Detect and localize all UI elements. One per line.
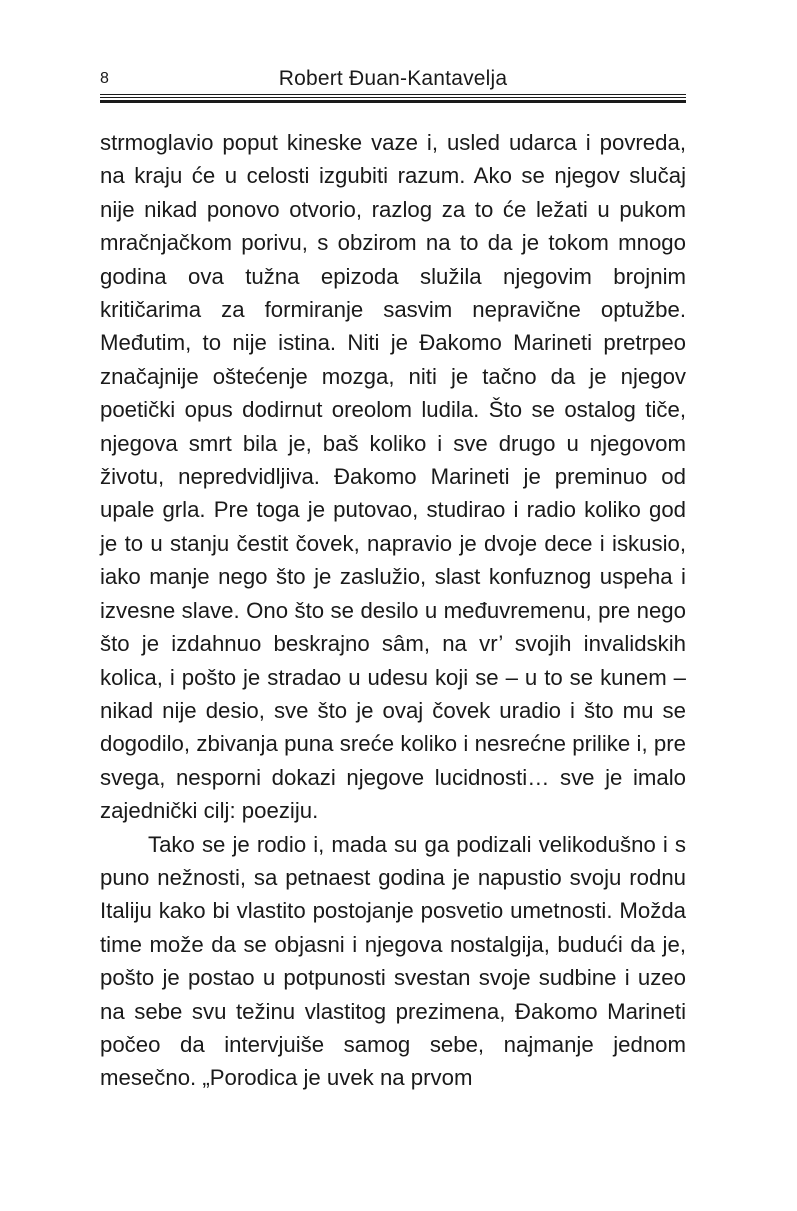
paragraph-indented: Tako se je rodio i, mada su ga podizali velikodušno i s puno nežnosti, sa petnaest godina je napustio svoju rodnu Italiju kako bi vlastito postojanje posvetio umetnosti. Možda time može da se objasni i njegova nostalgija, budući da je, pošto je postao u potpunosti svestan svoje sudbine i uzeo na sebe svu težinu vlastitog prezimena, Đakomo Marineti počeo da intervjuiše samog sebe, najmanje jednom mesečno. „Porodica je uvek na prvom	[100, 831, 686, 1091]
header-rule-thin-middle	[100, 97, 686, 98]
paragraph-continued: strmoglavio poput kineske vaze i, usled udarca i povreda, na kraju će u celosti izgubiti razum. Ako se njegov slučaj nije nikad ponovo otvorio, razlog za to će ležati u pukom mračnjačkom porivu, s obzirom na to da je tokom mnogo godina ova tužna epizoda služila njegovim brojnim kritičarima za formiranje sasvim nepravične optužbe. Međutim, to nije istina. Niti je Đakomo Marineti pretrpeo značajnije oštećenje mozga, niti je tačno da je njegov poetički opus dodirnut oreolom ludila. Što se ostalog tiče, njegova smrt bila je, baš koliko i sve drugo u njegovom životu, nepredvidljiva. Đakomo Marineti je preminuo od upale grla. Pre toga je putovao, studirao i radio koliko god je to u stanju čestit čovek, napravio je dvoje dece i iskusio, iako manje nego što je zaslužio, slast konfuznog uspeha i izvesne slave. Ono što se desilo u međuvremenu, pre nego što je izdahnuo beskrajno sâm, na vr’ svojih invalidskih kolica, i pošto je stradao u udesu koji se – u to se kunem – nikad nije desio, sve što je ovaj čovek uradio i što mu se dogodilo, zbivanja puna sreće koliko i nesrećne prilike i, pre svega, nesporni dokazi njegove lucidnosti… sve je imalo zajednički cilj: poeziju.	[100, 130, 686, 824]
page-header	[100, 66, 686, 96]
page-number: 8	[100, 70, 109, 87]
body-text	[100, 126, 686, 1095]
header-rule-thin-top	[100, 94, 686, 95]
header-rule-thick	[100, 100, 686, 103]
running-head-author: Robert Đuan-Kantavelja	[278, 67, 508, 90]
